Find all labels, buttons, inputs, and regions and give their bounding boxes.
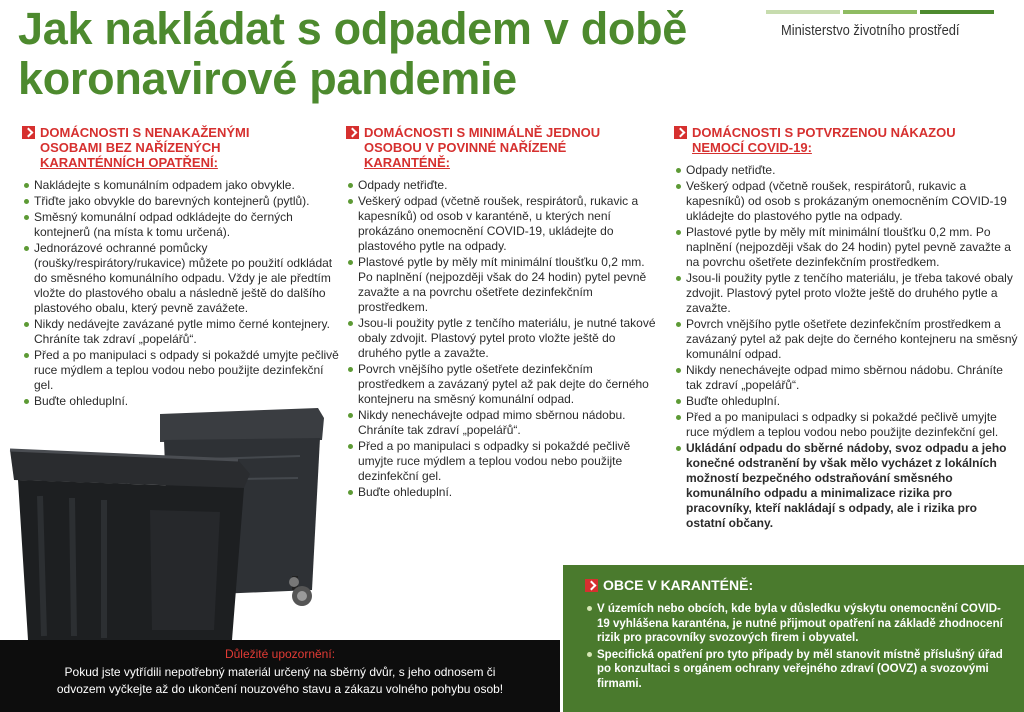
page-title [18, 4, 738, 104]
ministry-name: Ministerstvo životního prostředí [781, 22, 960, 39]
list-item: Specifická opatření pro tyto případy by měl stanovit místně příslušný úřad po konzultaci s orgánem ochrany veřejného zdraví (OOVZ) a svozovými firmami. [585, 648, 1010, 692]
list-item: Veškerý odpad (včetně roušek, respirátorů, rukavic a kapesníků) od osob s prokázaným onemocněním COVID-19 ukládejte do plastového pytle na odpady. [674, 179, 1019, 224]
section-households-quarantine [346, 125, 661, 501]
list-item: Buďte ohleduplní. [674, 394, 1019, 409]
heading-line: OSOBOU V POVINNÉ NAŘÍZENÉ [364, 140, 567, 155]
list-item: Odpady netřiďte. [346, 178, 661, 193]
box-heading: OBCE V KARANTÉNĚ: [603, 577, 754, 593]
heading-line: DOMÁCNOSTI S POTVRZENOU NÁKAZOU [692, 125, 956, 140]
section-heading [22, 125, 340, 170]
chevron-right-icon [674, 126, 687, 139]
chevron-right-icon [585, 579, 598, 592]
list-item: Buďte ohleduplní. [22, 394, 340, 409]
list-item: Nikdy nenechávejte odpad mimo sběrnou nádobu. Chráníte tak zdraví „popelářů“. [346, 408, 661, 438]
list-item: Před a po manipulaci s odpady si pokaždé umyjte pečlivě ruce mýdlem a teplou vodou nebo použijte dezinfekční gel. [22, 348, 340, 393]
important-notice-bar [0, 640, 560, 712]
list-item: Před a po manipulaci s odpadky si pokaždé pečlivě umyjte ruce mýdlem a teplou vodou nebo použijte dezinfekční gel. [346, 439, 661, 484]
notice-text-line: Pokud jste vytřídili nepotřebný materiál určený na sběrný dvůr, s jeho odnosem či [64, 665, 496, 679]
heading-line: NEMOCÍ COVID-19: [692, 140, 812, 155]
list-item: Jsou-li použity pytle z tenčího materiálu, je třeba takové obaly zdvojit. Plastový pytel proto vložte ještě do druhého pytle a zavažte. [674, 271, 1019, 316]
title-line-2: koronavirové pandemie [18, 53, 517, 104]
chevron-right-icon [22, 126, 35, 139]
list-item: Nikdy nenechávejte odpad mimo sběrnou nádobu. Chráníte tak zdraví „popelářů“. [674, 363, 1019, 393]
notice-text-line: odvozem vyčkejte až do ukončení nouzového stavu a zákazu volného pohybu osob! [56, 682, 504, 696]
heading-line: DOMÁCNOSTI S NENAKAŽENÝMI [40, 125, 250, 140]
title-line-1: Jak nakládat s odpadem v době [18, 3, 688, 54]
list-item: Jsou-li použity pytle z tenčího materiálu, je nutné takové obaly zdvojit. Plastový pytel proto vložte ještě do druhého pytle a zavažte. [346, 316, 661, 361]
list-item: Povrch vnějšího pytle ošetřete dezinfekčním prostředkem a zavázaný pytel až pak dejte do černého kontejneru na směsný komunální odpad. [346, 362, 661, 407]
list-item: Třiďte jako obvykle do barevných kontejnerů (pytlů). [22, 194, 340, 209]
decoration-bar [766, 10, 840, 14]
instruction-list [22, 178, 340, 409]
list-item: Nikdy nedávejte zavázané pytle mimo černé kontejnery. Chráníte tak zdraví „popelářů“. [22, 317, 340, 347]
list-item: Odpady netřiďte. [674, 163, 1019, 178]
decoration-bar [920, 10, 994, 14]
instruction-list [346, 178, 661, 500]
heading-line: KARANTÉNĚ: [364, 155, 450, 170]
list-item: Jednorázové ochranné pomůcky (roušky/respirátory/rukavice) můžete po použití odkládat do směsného komunálního odpadu. Vždy je ale předtím vložte do plastového obalu a následně ještě do dalšího plastového obalu, který pevně zavážete. [22, 241, 340, 316]
list-item: Veškerý odpad (včetně roušek, respirátorů, rukavic a kapesníků) od osob v karanténě, u kterých není prokázáno onemocnění COVID-19, ukládejte do plastového pytle na odpady. [346, 194, 661, 254]
list-item: Povrch vnějšího pytle ošetřete dezinfekčním prostředkem a zavázaný pytel až pak dejte do černého kontejneru na směsný komunální odpad. [674, 317, 1019, 362]
header-decoration-bars [766, 10, 994, 14]
waste-bins-illustration [0, 400, 350, 640]
list-item: Buďte ohleduplní. [346, 485, 661, 500]
quarantine-municipalities-box [563, 565, 1024, 712]
notice-title: Důležité upozornění: [224, 647, 336, 661]
decoration-bar [843, 10, 917, 14]
list-item: Před a po manipulaci s odpadky si pokaždé pečlivě umyjte ruce mýdlem a teplou vodou nebo použijte dezinfekční gel. [674, 410, 1019, 440]
section-households-confirmed-covid [674, 125, 1019, 532]
heading-line: OSOBAMI BEZ NAŘÍZENÝCH [40, 140, 221, 155]
section-heading [585, 578, 1010, 593]
instruction-list [585, 602, 1010, 691]
list-item: Nakládejte s komunálním odpadem jako obvykle. [22, 178, 340, 193]
instruction-list [674, 163, 1019, 531]
list-item: Plastové pytle by měly mít minimální tloušťku 0,2 mm. Po naplnění (nejpozději však do 24 hodin) pytel pevně zavažte a na povrchu ošetřete dezinfekčním prostředkem. [674, 225, 1019, 270]
waste-bin-front [10, 450, 250, 640]
list-item: Směsný komunální odpad odkládejte do černých kontejnerů (na místa k tomu určená). [22, 210, 340, 240]
section-heading [346, 125, 661, 170]
list-item: Ukládání odpadu do sběrné nádoby, svoz odpadu a jeho konečné odstranění by však mělo vycházet z lokálních možností bezpečného odstraňování směsného komunálního odpadu a minimalizace rizika pro pracovníky, kteří nakládají s odpady, ale i rizika pro ostatní občany. [674, 441, 1019, 531]
list-item: Plastové pytle by měly mít minimální tloušťku 0,2 mm. Po naplnění (nejpozději však do 24 hodin) pytel pevně zavažte a na povrchu ošetřete dezinfekčním prostředkem. [346, 255, 661, 315]
heading-line: DOMÁCNOSTI S MINIMÁLNĚ JEDNOU [364, 125, 601, 140]
section-households-uninfected [22, 125, 340, 410]
list-item: V územích nebo obcích, kde byla v důsledku výskytu onemocnění COVID-19 vyhlášena karanténa, je nutné přijmout opatření na základě zhodnocení rizik pro pracovníky svozových firem i obyvatel. [585, 602, 1010, 646]
heading-line: KARANTÉNNÍCH OPATŘENÍ: [40, 155, 218, 170]
section-heading [674, 125, 1019, 155]
chevron-right-icon [346, 126, 359, 139]
